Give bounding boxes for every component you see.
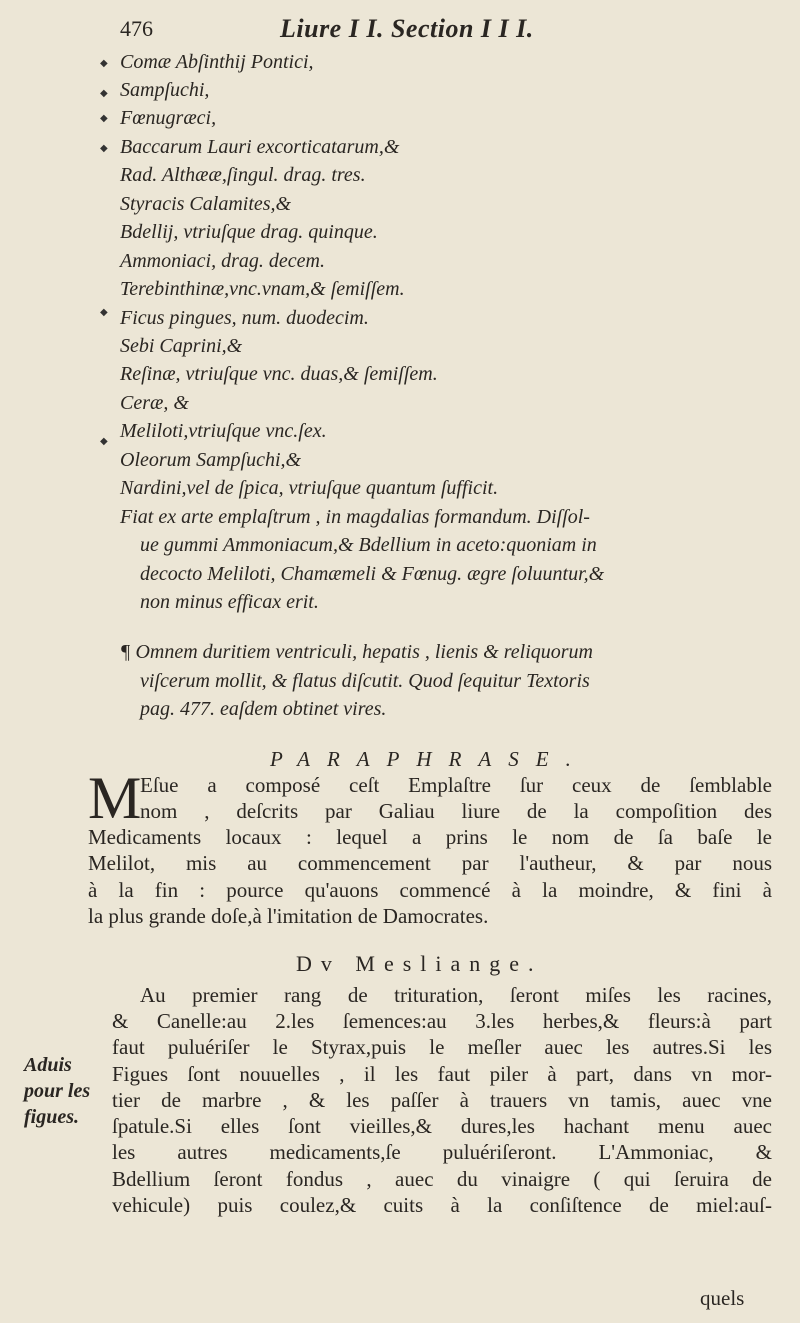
omnem-line: viſcerum mollit, & flatus diſcutit. Quod ſequitur Textoris	[140, 670, 590, 692]
paraphrase-line: à la fin : pource qu'auons commencé à la moindre, & fini à	[88, 877, 772, 902]
recipe-line: Reſinæ, vtriuſque vnc. duas,& ſemiſſem.	[120, 363, 438, 385]
recipe-line: Nardini,vel de ſpica, vtriuſque quantum ſufficit.	[120, 477, 499, 499]
fiat-line: non minus efficax erit.	[140, 591, 319, 613]
mesliange-line: Bdellium ſeront fondus , auec du vinaigre ( qui ſeruira de	[112, 1166, 772, 1191]
bullet-mark: ◆	[100, 436, 108, 447]
recipe-line: Oleorum Sampſuchi,&	[120, 449, 302, 471]
bullet-mark: ◆	[100, 58, 108, 69]
recipe-line: Fœnugræci,	[120, 107, 217, 129]
recipe-line: Sampſuchi,	[120, 79, 210, 101]
paraphrase-line: Medicaments locaux : lequel a prins le nom de ſa baſe le	[88, 825, 772, 849]
mesliange-line: tier de marbre , & les paſſer à trauers vn tamis, auec vne	[112, 1087, 772, 1112]
mesliange-first	[140, 982, 772, 1008]
margin-note-line: Aduis	[24, 1054, 72, 1076]
mesliange-line: Figues ſont nouuelles , il les faut piler à part, dans vn mor-	[112, 1061, 772, 1086]
running-header	[100, 14, 660, 46]
recipe-line: Terebinthinæ,vnc.vnam,& ſemiſſem.	[120, 278, 405, 300]
recipe-line: Sebi Caprini,&	[120, 335, 243, 357]
paraphrase-heading: PARAPHRASE.	[270, 747, 588, 771]
margin-note-line: figues.	[24, 1106, 79, 1128]
fiat-line: Fiat ex arte emplaſtrum , in magdalias formandum. Diſſol-	[120, 506, 590, 528]
recipe-line: Meliloti,vtriuſque vnc.ſex.	[120, 420, 327, 442]
omnem-line: ¶ Omnem duritiem ventriculi, hepatis , lienis & reliquorum	[120, 641, 593, 663]
paraphrase-line: la plus grande doſe,à l'imitation de Damocrates.	[88, 903, 489, 928]
paraphrase-line: Melilot, mis au commencement par l'autheur, & par nous	[88, 851, 772, 876]
bullet-mark: ◆	[100, 113, 108, 124]
page-number: 476	[120, 16, 153, 41]
mesliange-text	[112, 1008, 772, 1218]
mesliange-line: les autres medicaments,ſe puluériſeront. L'Ammoniac, &	[112, 1140, 772, 1165]
mesliange-line: vehicule) puis coulez,& cuits à la conſiſtence de miel:auſ-	[112, 1193, 772, 1218]
recipe-line: Styracis Calamites,&	[120, 193, 292, 215]
margin-note-line: pour les	[24, 1080, 91, 1102]
recipe-line: Ammoniaci, drag. decem.	[120, 250, 325, 272]
recipe-line: Ficus pingues, num. duodecim.	[120, 307, 369, 329]
bullet-mark: ◆	[100, 88, 108, 99]
recipe-line: Bdellij, vtriuſque drag. quinque.	[120, 221, 378, 243]
catchword: quels	[700, 1286, 745, 1310]
mesliange-line: & Canelle:au 2.les ſemences:au 3.les herbes,& fleurs:à part	[112, 1009, 772, 1033]
bullet-mark: ◆	[100, 143, 108, 154]
paraphrase-line: Eſue a composé ceſt Emplaſtre ſur ceux de ſemblable	[140, 773, 772, 797]
drop-cap: M	[88, 765, 142, 831]
recipe-line: Ceræ, &	[120, 392, 189, 414]
fiat-line: decocto Meliloti, Chamæmeli & Fœnug. ægre ſoluuntur,&	[140, 563, 605, 585]
running-title: Liure I I. Section I I I.	[280, 14, 534, 43]
paraphrase-text-top	[140, 772, 772, 825]
paraphrase-text	[88, 824, 772, 929]
recipe-line: Baccarum Lauri excorticatarum,&	[120, 136, 400, 158]
mesliange-line: faut puluériſer le Styrax,puis le meſler auec les autres.Si les	[112, 1035, 772, 1060]
omnem-line: pag. 477. eaſdem obtinet vires.	[140, 698, 387, 720]
recipe-line: Comæ Abſinthij Pontici,	[120, 51, 314, 73]
paraphrase-line: nom , deſcrits par Galiau liure de la compoſition des	[140, 799, 772, 824]
bullet-mark: ◆	[100, 307, 108, 318]
mesliange-line: ſpatule.Si elles ſont vieilles,& dures,les hachant menu auec	[112, 1114, 772, 1139]
recipe-line: Rad. Althææ,ſingul. drag. tres.	[120, 164, 366, 186]
fiat-line: ue gummi Ammoniacum,& Bdellium in aceto:quoniam in	[140, 534, 597, 556]
mesliange-heading: Dv Mesliange.	[296, 951, 543, 976]
margin-note	[24, 1052, 90, 1130]
mesliange-line: Au premier rang de trituration, ſeront miſes les racines,	[140, 983, 772, 1007]
